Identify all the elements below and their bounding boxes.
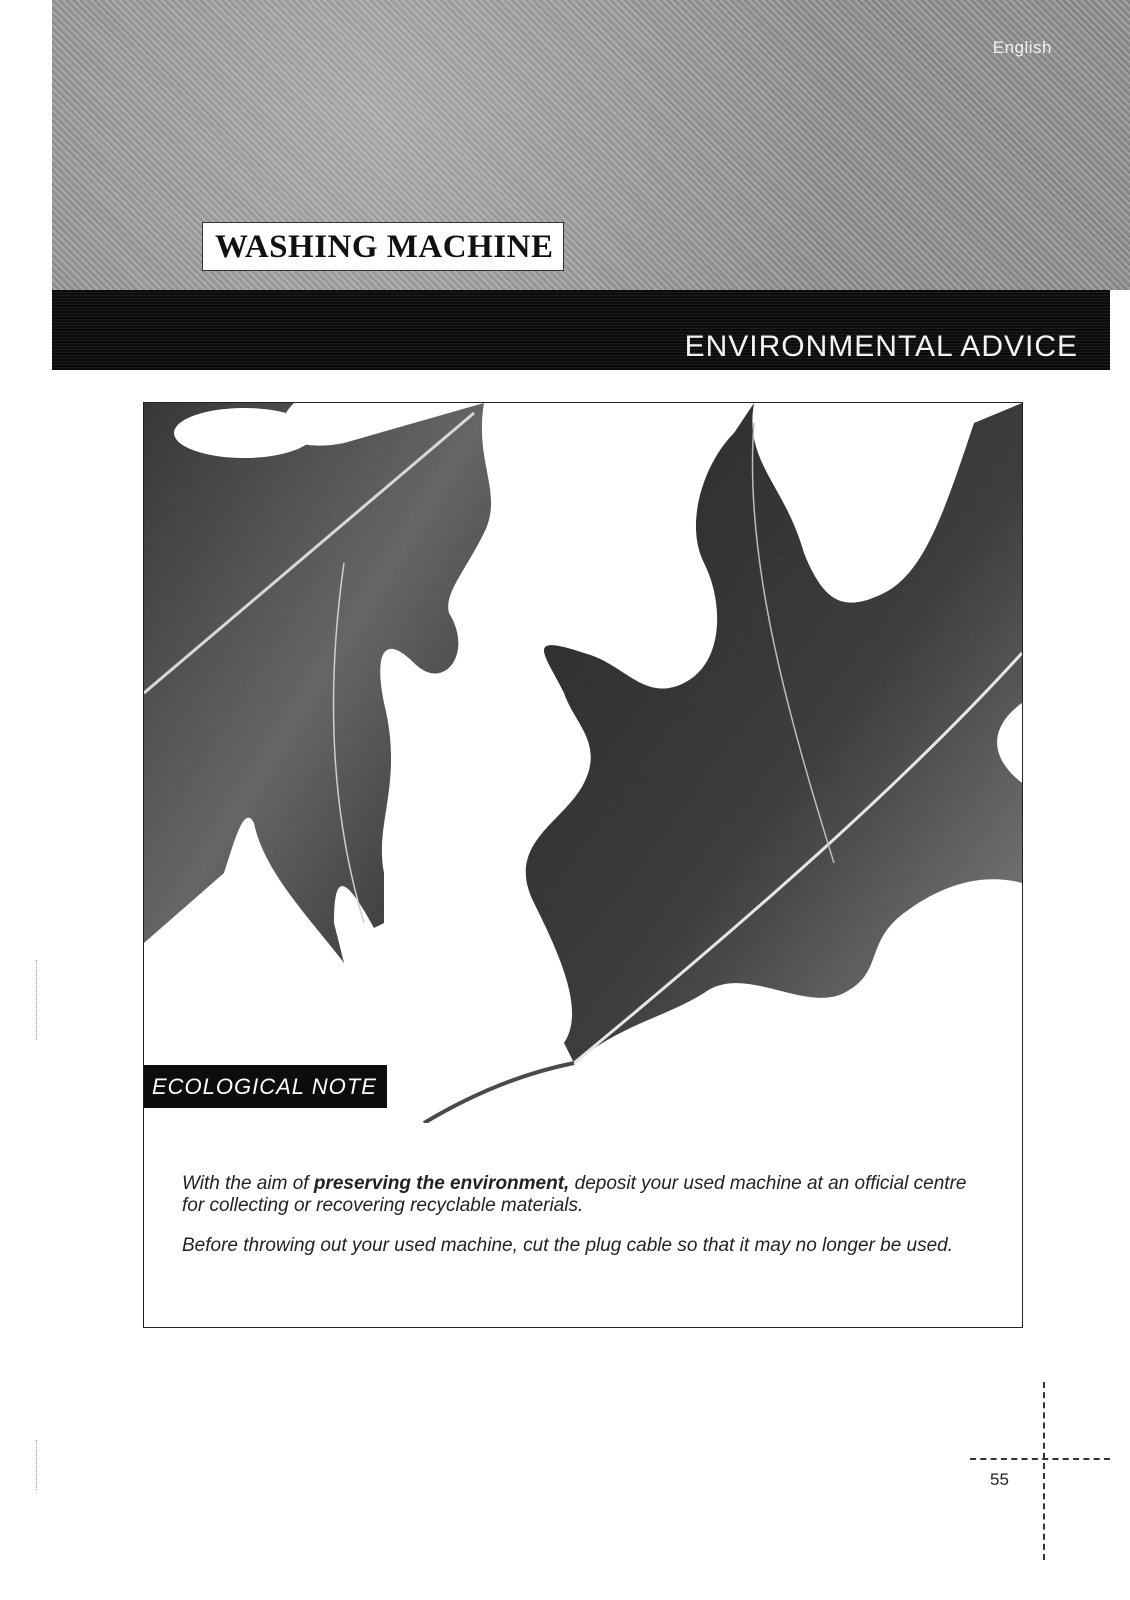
crop-mark-horizontal: [970, 1458, 1110, 1460]
scan-margin-mark: [36, 960, 37, 1040]
note-paragraph-1: [182, 1173, 992, 1217]
note-p1-rest: deposit your used machine at an official centre for collecting or recovering recyclable materials.: [182, 1173, 967, 1216]
ecological-note-label: ECOLOGICAL NOTE: [144, 1065, 387, 1108]
language-label: English: [992, 38, 1052, 57]
section-title: ENVIRONMENTAL ADVICE: [684, 330, 1078, 363]
note-p1-lead: With the aim of: [182, 1173, 314, 1194]
left-leaf: [144, 403, 491, 963]
ecological-note-text: [182, 1173, 992, 1275]
leaf-figure-box: [143, 402, 1023, 1328]
note-paragraph-2: Before throwing out your used machine, cut the plug cable so that it may no longer be used.: [182, 1235, 954, 1256]
page-number: 55: [990, 1470, 1009, 1489]
section-banner: [52, 290, 1110, 370]
scan-margin-mark: [36, 1440, 37, 1490]
crop-mark-vertical: [1043, 1382, 1045, 1560]
oak-leaves-photo: [144, 403, 1022, 1123]
product-title: WASHING MACHINE: [202, 222, 564, 271]
note-p1-emphasis: preserving the environment,: [313, 1173, 570, 1194]
header-banner: [52, 0, 1130, 290]
